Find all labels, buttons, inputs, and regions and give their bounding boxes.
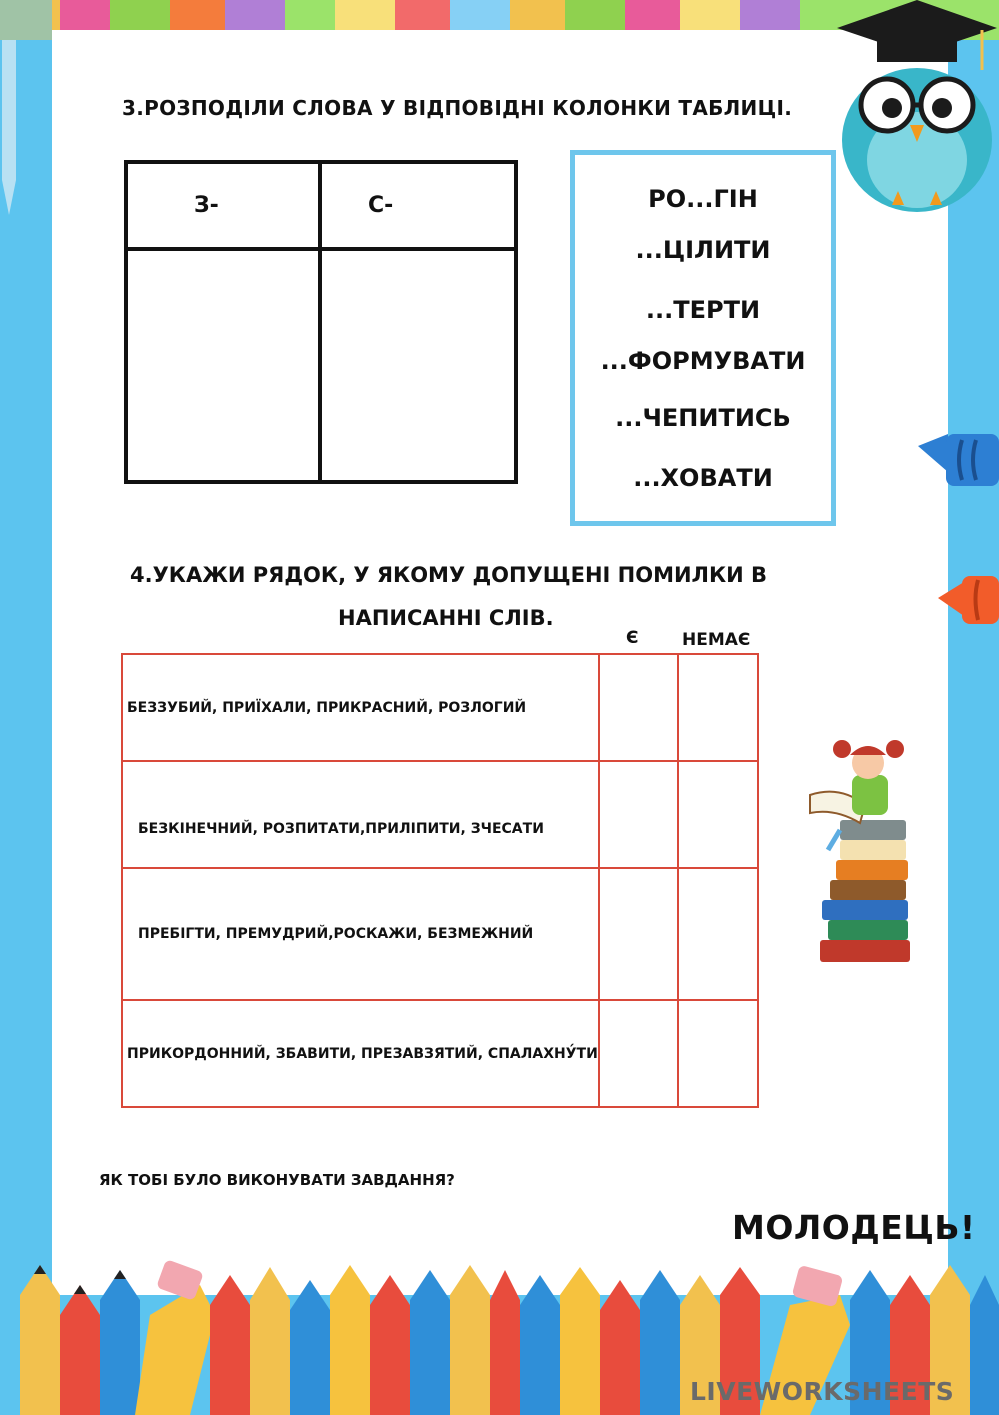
row-words-cell [122,654,599,761]
row-words: БЕЗЗУБИЙ, ПРИЇХАЛИ, ПРИКРАСНИЙ, РОЗЛОГИЙ [127,699,527,716]
row-words-cell [122,868,599,1000]
task4-title: 4.УКАЖИ РЯДОК, У ЯКОМУ ДОПУЩЕНІ ПОМИЛКИ В [130,563,768,587]
owl-graduate-icon [832,0,999,220]
drop-zone-z[interactable] [128,247,314,480]
left-pencil-decoration [0,40,52,300]
sort-col-header-s: С- [368,193,394,218]
crayon-icon [918,432,999,504]
word-card[interactable]: ...ЦІЛИТИ [635,236,771,264]
word-card[interactable]: РО...ГІН [648,185,758,213]
task3-title: 3.РОЗПОДІЛИ СЛОВА У ВІДПОВІДНІ КОЛОНКИ ТАБЛИЦІ. [122,96,793,120]
drop-zone-s[interactable] [322,247,514,480]
praise-text: МОЛОДЕЦЬ! [732,1208,976,1247]
error-rows-table [121,653,759,1108]
row-words: ПРЕБІГТИ, ПРЕМУДРИЙ,РОСКАЖИ, БЕЗМЕЖНИЙ [138,926,534,942]
task4-title-line2: НАПИСАННІ СЛІВ. [338,606,554,630]
word-card[interactable]: ...ХОВАТИ [633,464,773,492]
row-words: БЕЗКІНЕЧНИЙ, РОЗПИТАТИ,ПРИЛІПИТИ, ЗЧЕСАТИ [138,820,544,837]
table-row [122,654,758,761]
table-row [122,1000,758,1107]
answer-no-checkbox[interactable] [678,1000,758,1107]
answer-yes-checkbox[interactable] [599,1000,679,1107]
table-row [122,868,758,1000]
row-words-cell [122,761,599,868]
word-card[interactable]: ...ТЕРТИ [645,296,761,324]
word-card[interactable]: ...ФОРМУВАТИ [600,347,806,375]
feedback-question: ЯК ТОБІ БУЛО ВИКОНУВАТИ ЗАВДАННЯ? [99,1171,455,1189]
answer-no-checkbox[interactable] [678,868,758,1000]
col-header-no: НЕМАЄ [682,630,751,650]
answer-yes-checkbox[interactable] [599,761,679,868]
col-header-yes: Є [626,628,639,648]
row-words: ПРИКОРДОННИЙ, ЗБАВИТИ, ПРЕЗАВЗЯТИЙ, СПАЛАХНУ́ТИ [127,1045,598,1062]
answer-yes-checkbox[interactable] [599,654,679,761]
answer-no-checkbox[interactable] [678,761,758,868]
liveworksheets-logo: LIVEWORKSHEETS [690,1377,955,1406]
crayon-icon [938,572,999,628]
answer-no-checkbox[interactable] [678,654,758,761]
answer-yes-checkbox[interactable] [599,868,679,1000]
word-card[interactable]: ...ЧЕПИТИСЬ [615,404,791,432]
table-row [122,761,758,868]
sort-col-header-z: З- [194,193,219,218]
girl-reading-books-icon [800,735,915,970]
row-words-cell [122,1000,599,1107]
